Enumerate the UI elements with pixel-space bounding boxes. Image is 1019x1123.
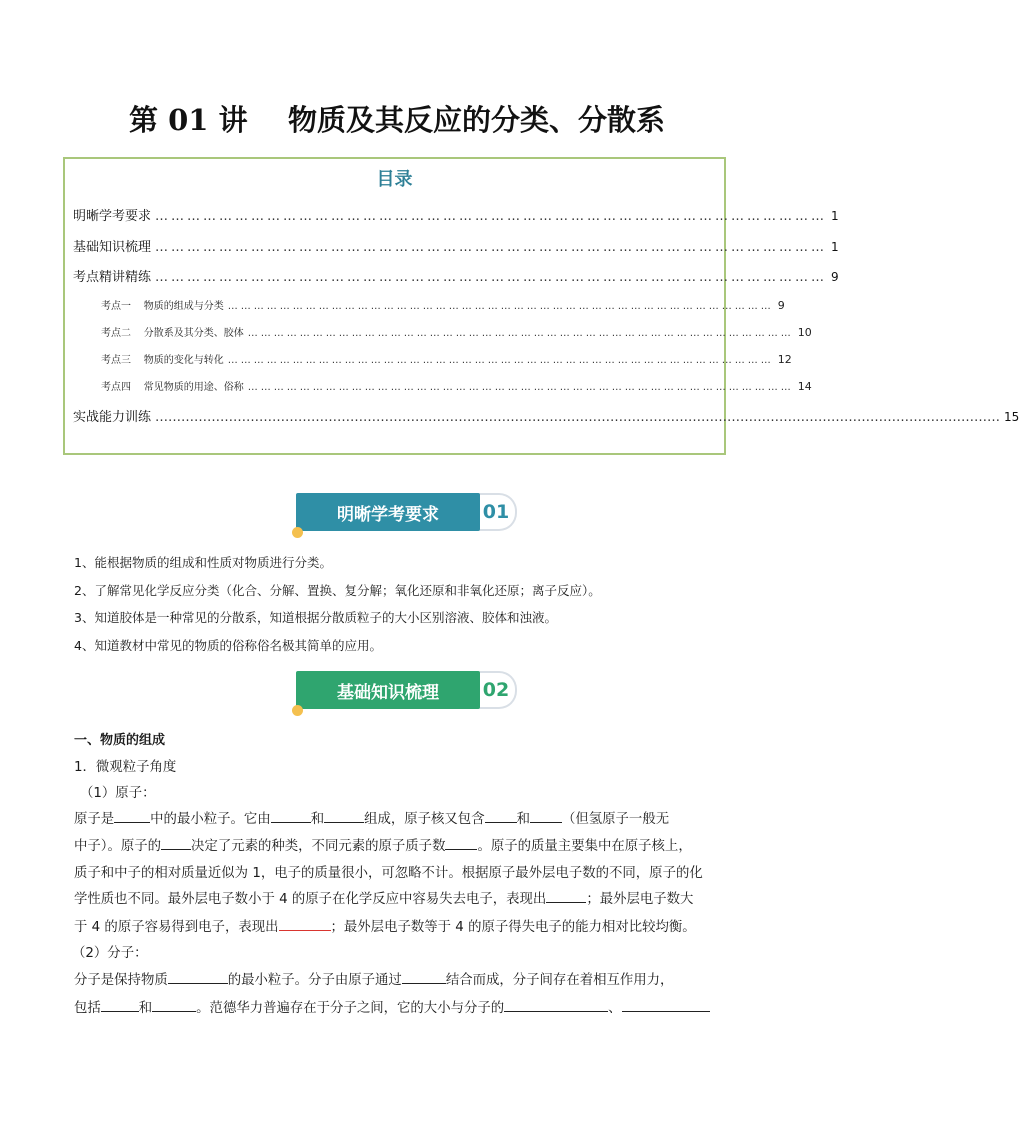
section-heading: 一、物质的组成 <box>74 733 166 748</box>
fill-blank[interactable] <box>530 809 562 823</box>
fill-blank[interactable] <box>546 889 586 903</box>
text-line: 中子）。原子的 决定了元素的种类，不同元素的原子质子数 。原子的质量主要集中在原子核上， <box>74 835 692 854</box>
toc-subitem[interactable]: 考点三 物质的变化与转化 ……………………………………………………………………………………………………………… 12 <box>101 353 792 366</box>
toc-subitem[interactable]: 考点一 物质的组成与分类 ……………………………………………………………………………………………………………… 9 <box>101 299 785 312</box>
text-line: 学性质也不同。最外层电子数小于 4 的原子在化学反应中容易失去电子，表现出 ；最外层电子数大 <box>74 888 693 907</box>
subheading: 1．微观粒子角度 <box>74 760 177 775</box>
fill-blank[interactable] <box>445 836 477 850</box>
toc-subitem[interactable]: 考点四 常见物质的用途、俗称 ……………………………………………………………………………………………………………… 14 <box>101 380 812 393</box>
fill-blank[interactable] <box>168 970 228 984</box>
fill-blank[interactable] <box>402 970 446 984</box>
toc-subitem[interactable]: 考点二 分散系及其分类、胶体 ……………………………………………………………………………………………………………… 10 <box>101 326 812 339</box>
toc-item[interactable]: 基础知识梳理 ……………………………………………………………………………………………………………… 1 <box>73 240 839 255</box>
requirement-item: 2、了解常见化学反应分类（化合、分解、置换、复分解；氧化还原和非氧化还原；离子反应）。 <box>74 583 601 598</box>
section-number: 01 <box>467 493 517 531</box>
section-banner-label: 明晰学考要求 <box>296 493 480 531</box>
text-line: 分子是保持物质 的最小粒子。分子由原子通过 结合而成，分子间存在着相互作用力， <box>74 969 673 988</box>
fill-blank[interactable] <box>114 809 150 823</box>
toc-item[interactable]: 明晰学考要求 ……………………………………………………………………………………………………………… 1 <box>73 209 839 224</box>
toc-item[interactable]: 实战能力训练 …………………………………………………………………………………………………………………………………………………………………………… 15 <box>73 410 1019 425</box>
section-banner-label: 基础知识梳理 <box>296 671 480 709</box>
fill-blank[interactable] <box>161 836 191 850</box>
text-line: 质子和中子的相对质量近似为 1，电子的质量很小，可忽略不计。根据原子最外层电子数的不同，原子的化 <box>74 866 703 881</box>
text-line: 包括 和 。范德华力普遍存在于分子之间，它的大小与分子的 、 <box>74 997 710 1016</box>
dot-icon <box>292 527 303 538</box>
fill-blank[interactable] <box>504 998 608 1012</box>
section-number: 02 <box>467 671 517 709</box>
fill-blank[interactable] <box>485 809 517 823</box>
requirement-item: 1、能根据物质的组成和性质对物质进行分类。 <box>74 555 332 570</box>
table-of-contents <box>63 157 1019 455</box>
fill-blank[interactable] <box>152 998 196 1012</box>
molecule-label: （2）分子： <box>72 946 148 961</box>
text-line: 原子是 中的最小粒子。它由 和 组成，原子核又包含 和 （但氢原子一般无 <box>74 808 669 827</box>
atom-label: （1）原子： <box>80 786 156 801</box>
page-title: 第 01 讲 物质及其反应的分类、分散系 <box>129 103 665 137</box>
fill-blank[interactable] <box>279 917 331 931</box>
fill-blank[interactable] <box>101 998 139 1012</box>
fill-blank[interactable] <box>324 809 364 823</box>
requirement-item: 3、知道胶体是一种常见的分散系，知道根据分散质粒子的大小区别溶液、胶体和浊液。 <box>74 610 557 625</box>
dot-icon <box>292 705 303 716</box>
fill-blank[interactable] <box>271 809 311 823</box>
text-line: 于 4 的原子容易得到电子，表现出 ；最外层电子数等于 4 的原子得失电子的能力相对比较均衡。 <box>74 916 696 935</box>
toc-item[interactable]: 考点精讲精练 ……………………………………………………………………………………………………………… 9 <box>73 270 839 285</box>
fill-blank[interactable] <box>622 998 710 1012</box>
toc-heading: 目录 <box>376 169 413 190</box>
requirement-item: 4、知道教材中常见的物质的俗称俗名极其简单的应用。 <box>74 638 382 653</box>
